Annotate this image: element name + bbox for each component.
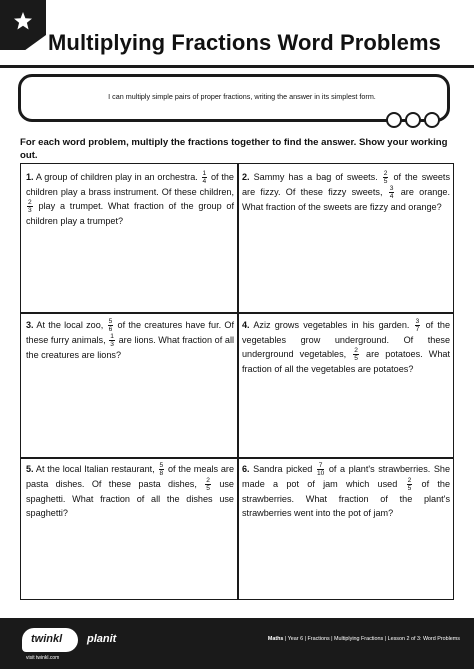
fraction [407,477,413,492]
fraction-numerator: 5 [159,462,164,470]
fraction [383,170,389,185]
star-icon [13,11,33,31]
problem-text: of the strawberries. What fraction of the plant's strawberries went into the pot of jam? [242,479,451,519]
fraction [415,318,421,333]
problem-text: A group of children play in an orchestra. [35,172,198,182]
fraction [109,333,115,348]
problem-text: of the creatures have fur. Of these furry animals, [26,320,234,346]
problem-text: use spaghetti. What fraction of all the dishes use spaghetti? [26,479,234,519]
problem-text: of the children play a brass instrument. Of these children, [26,172,234,198]
fraction-numerator: 2 [383,170,388,178]
fraction-denominator: 5 [383,178,388,186]
problem-text: Sandra picked [253,464,313,474]
fraction-denominator: 4 [202,178,207,186]
footer-subject: Maths [267,636,284,642]
fraction [202,170,208,185]
problem-text: of the meals are pasta dishes. Of these pasta dishes, [26,464,234,490]
title-divider [0,65,474,68]
twinkl-url: visit twinkl.com [26,655,60,661]
word-problem-3 [26,318,234,362]
word-problem-1 [26,170,234,229]
problem-number: 2. [242,172,250,182]
problem-text: Sammy has a bag of sweets. [253,172,378,182]
fraction-numerator: 1 [202,170,207,178]
problem-text: of the vegetables grow underground. Of these underground vegetables, [242,320,451,360]
fraction-denominator: 6 [108,326,113,334]
circle-icon [386,112,402,128]
problem-number: 6. [242,464,250,474]
fraction [27,199,33,214]
problem-text: play a trumpet. What fraction of the group of children play a trumpet? [26,201,235,227]
fraction-denominator: 8 [159,470,164,478]
fraction [205,477,211,492]
problem-text: Aziz grows vegetables in his garden. [253,320,410,330]
learning-objective-text: I can multiply simple pairs of proper fractions, writing the answer in its simplest form. [108,92,376,101]
grid-divider-horizontal [21,457,453,459]
problem-text: At the local zoo, [36,320,104,330]
fraction-numerator: 1 [110,333,114,341]
problem-text: of a plant's strawberries. She made a pot of jam which used [242,464,451,490]
problem-number: 1. [26,172,34,182]
page-title: Multiplying Fractions Word Problems [48,30,442,55]
planit-logo: planit [87,633,117,645]
problem-number: 4. [242,320,250,330]
fraction-denominator: 4 [389,193,394,201]
grid-divider-horizontal [21,312,453,314]
fraction-numerator: 2 [28,199,32,207]
fraction-denominator: 3 [110,341,114,349]
grid-divider-vertical [237,164,239,599]
fraction-numerator: 3 [415,318,420,326]
word-problem-4 [242,318,450,377]
fraction [353,347,359,362]
problem-text: At the local Italian restaurant, [35,464,155,474]
circle-icon [405,112,421,128]
fraction-numerator: 2 [206,477,210,485]
fraction-numerator: 2 [354,347,358,355]
fraction-denominator: 7 [415,326,420,334]
fraction-denominator: 5 [354,355,358,363]
fraction-denominator: 5 [407,485,412,493]
fraction-denominator: 3 [28,207,32,215]
fraction-numerator: 3 [389,185,394,193]
fraction [389,185,395,200]
footer-breadcrumb [268,636,460,642]
problem-text: are orange. What fraction of the sweets are fizzy and orange? [242,187,451,213]
footer-path: | Year 6 | Fractions | Multiplying Fractions | Lesson 2 of 3: Word Problems [283,636,460,642]
fraction [108,318,114,333]
problem-text: are lions. What fraction of all the creatures are lions? [26,335,235,361]
fraction-numerator: 2 [407,477,412,485]
fraction [317,462,324,477]
instructions: For each word problem, multiply the fractions together to find the answer. Show your working out. [20,137,448,161]
twinkl-logo-text: twinkl [31,633,63,645]
word-problem-2 [242,170,450,214]
word-problem-6 [242,462,450,521]
problem-number: 3. [26,320,34,330]
problem-text: of the sweets are fizzy. Of these fizzy sweets, [242,172,451,198]
fraction-numerator: 5 [108,318,113,326]
fraction-numerator: 7 [318,462,323,470]
word-problem-5 [26,462,234,521]
problem-number: 5. [26,464,34,474]
circle-icon [424,112,440,128]
fraction [159,462,165,477]
problem-text: are potatoes. What fraction of all the vegetables are potatoes? [242,349,451,375]
fraction-denominator: 5 [206,485,210,493]
fraction-denominator: 10 [316,470,325,478]
